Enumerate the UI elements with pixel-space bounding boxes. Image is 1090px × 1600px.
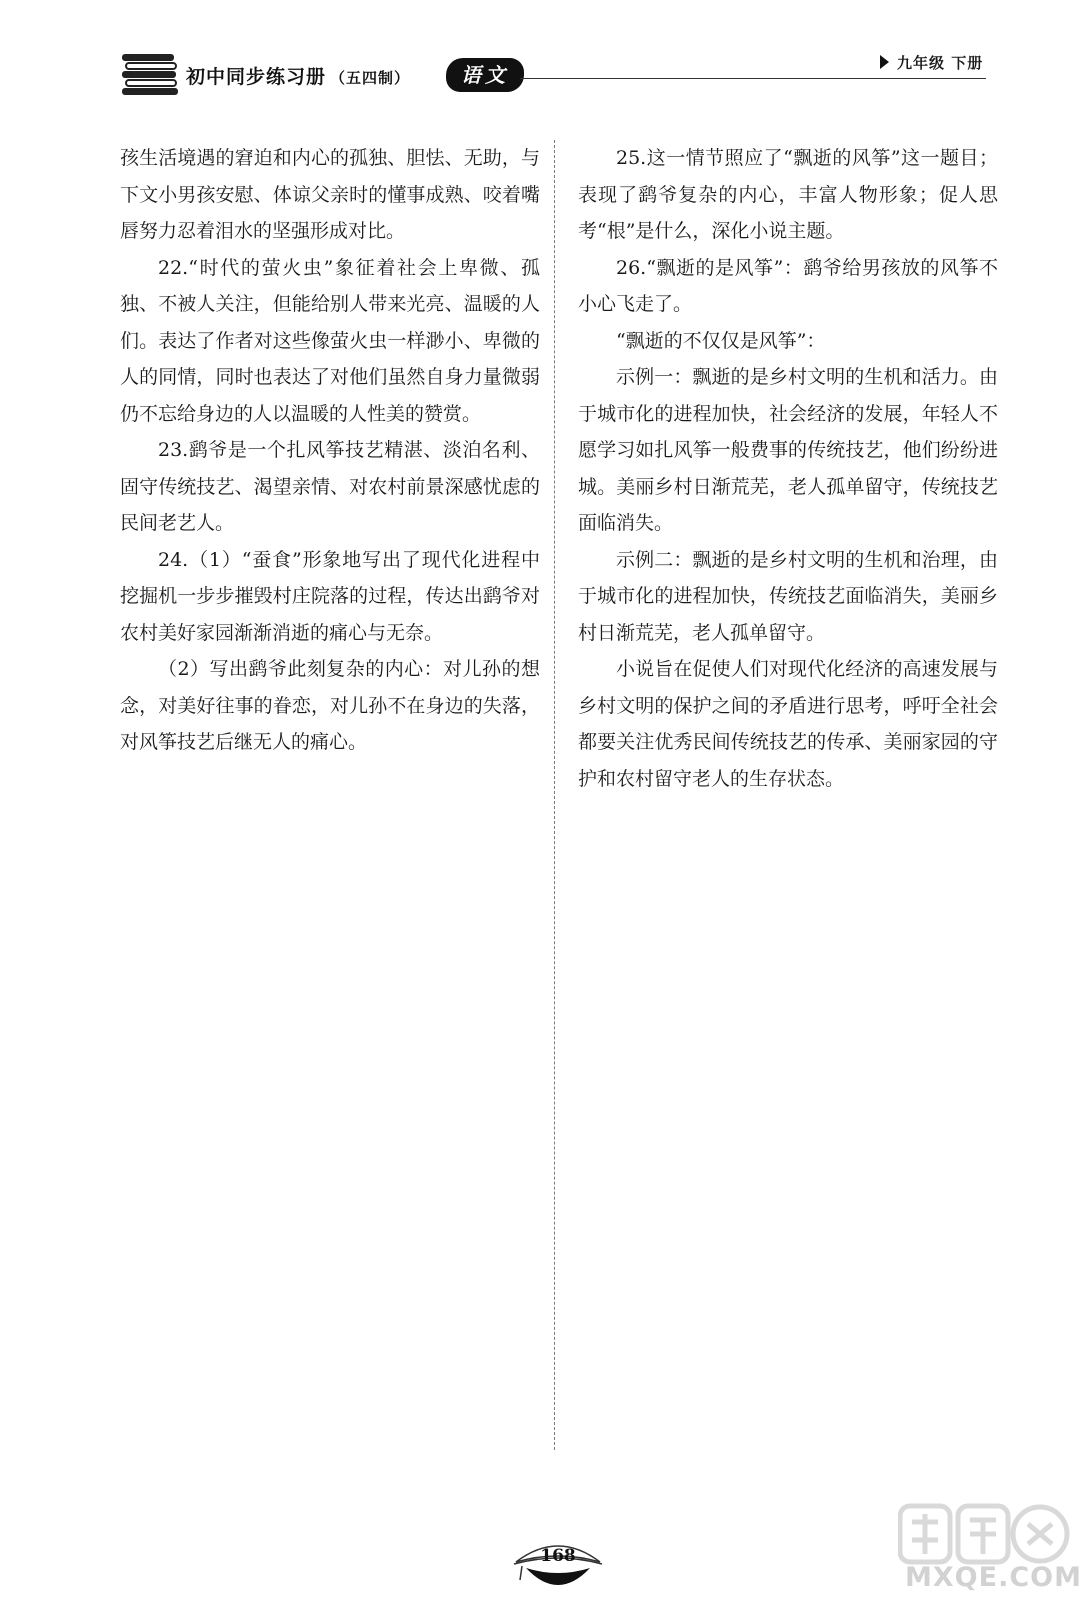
column-divider [554, 140, 555, 1450]
right-column [578, 140, 998, 797]
answer-26-subheading: “飘逝的不仅仅是风筝”： [616, 329, 826, 352]
answer-25: 25.这一情节照应了“飘逝的风筝”这一题目；表现了鹞爷复杂的内心，丰富人物形象；促人思考“根”是什么，深化小说主题。 [578, 147, 998, 242]
watermark-logo [898, 1500, 1070, 1568]
example-two: 示例二：飘逝的是乡村文明的生机和治理，由于城市化的进程加快，传统技艺面临消失，美丽乡村日渐荒芜，老人孤单留守。 [578, 548, 998, 644]
book-title [186, 62, 410, 89]
page-header [0, 0, 1090, 110]
answer-paragraph: 孩生活境遇的窘迫和内心的孤独、胆怯、无助，与下文小男孩安慰、体谅父亲时的懂事成熟、咬着嘴唇努力忍着泪水的坚强形成对比。 [120, 147, 540, 242]
page-number-badge [510, 1532, 606, 1592]
book-title-text: 初中同步练习册 [186, 66, 327, 88]
example-one: 示例一：飘逝的是乡村文明的生机和活力。由于城市化的进程加快，社会经济的发展，年轻人不愿学习如扎风筝一般费事的传统技艺，他们纷纷进城。美丽乡村日渐荒芜，老人孤单留守，传统技艺面临消失。 [578, 366, 998, 534]
subject-badge: 语文 [446, 58, 524, 92]
grade-label: 九年级 下册 [897, 54, 984, 72]
answer-23: 23.鹞爷是一个扎风筝技艺精湛、淡泊名利、固守传统技艺、渴望亲情、对农村前景深感忧虑的民间老艺人。 [120, 439, 540, 534]
triangle-right-icon [880, 55, 889, 69]
left-column [120, 140, 540, 761]
summary-paragraph: 小说旨在促使人们对现代化经济的高速发展与乡村文明的保护之间的矛盾进行思考，呼吁全社会都要关注优秀民间传统技艺的传承、美丽家园的守护和农村留守老人的生存状态。 [578, 658, 998, 790]
book-stack-icon [120, 52, 180, 98]
header-rule [520, 78, 986, 79]
answer-26: 26.“飘逝的是风筝”：鹞爷给男孩放的风筝不小心飞走了。 [578, 256, 998, 315]
book-edition: （五四制） [330, 69, 411, 87]
watermark-url: MXQE.COM [905, 1562, 1082, 1593]
answer-22: 22.“时代的萤火虫”象征着社会上卑微、孤独、不被人关注，但能给别人带来光亮、温暖的人们。表达了作者对这些像萤火虫一样渺小、卑微的人的同情，同时也表达了对他们虽然自身力量微弱仍不忘给身边的人以温暖的人性美的赞赏。 [120, 256, 540, 425]
answer-24-1: 24.（1）“蚕食”形象地写出了现代化进程中挖掘机一步步摧毁村庄院落的过程，传达出鹞爷对农村美好家园渐渐消逝的痛心与无奈。 [120, 548, 540, 644]
answer-24-2: （2）写出鹞爷此刻复杂的内心：对儿孙的想念，对美好往事的眷恋，对儿孙不在身边的失落，对风筝技艺后继无人的痛心。 [120, 658, 540, 753]
page-number: 168 [540, 1546, 576, 1566]
